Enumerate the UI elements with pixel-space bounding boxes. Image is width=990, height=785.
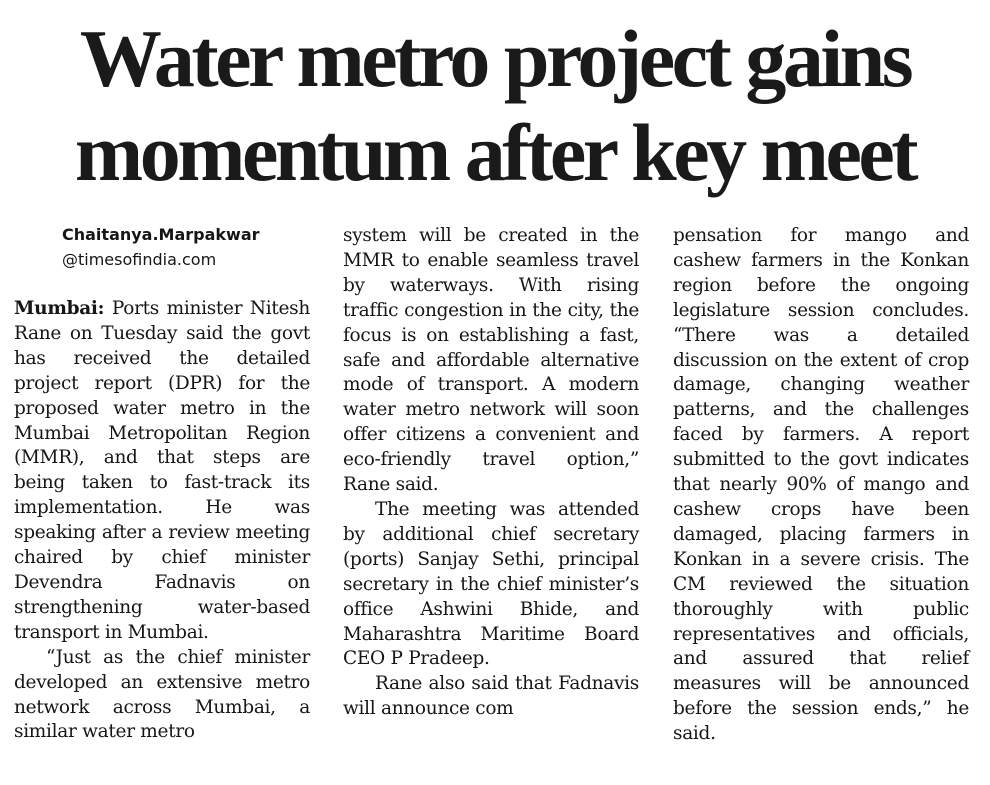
- article-column-2: [343, 224, 639, 722]
- byline-handle: @timesofindia.com: [62, 250, 217, 269]
- byline: [62, 222, 260, 272]
- paragraph-2: “Just as the chief minister developed an extensive metro network across Mumbai, a similar water metro: [14, 646, 310, 743]
- headline-line-2: momentum after key meet: [74, 107, 916, 198]
- article-column-1: [14, 297, 310, 745]
- paragraph-6: pensation for mango and cashew farmers in the Konkan region before the ongoing legislature session concludes. “There was a detailed discussion on the extent of crop damage, changing weather patterns, and the challenges faced by farmers. A report submitted to the govt indicates that nearly 90% of mango and cashew crops have been damaged, placing farmers in Konkan in a severe crisis. The CM reviewed the situation thoroughly with public representatives and officials, and assured that relief measures will be announced before the session ends,” he said.: [673, 225, 969, 745]
- headline-line-1: Water metro project gains: [79, 13, 911, 104]
- paragraph-3: system will be created in the MMR to enable seamless travel by waterways. With rising traffic congestion in the city, the focus is on establishing a fast, safe and affordable alternative mode of transport. A modern water metro network will soon offer citizens a convenient and eco-friendly travel option,” Rane said.: [343, 225, 639, 496]
- dateline: Mumbai:: [14, 298, 105, 319]
- headline: [0, 12, 990, 200]
- paragraph-1: [14, 297, 310, 646]
- paragraph-1-body: Ports minister Nitesh Rane on Tuesday said the govt has received the detailed project report (DPR) for the proposed water metro in the Mumbai Metropolitan Region (MMR), and that steps are being taken to fast-track its implementation. He was speaking after a review meeting chaired by chief minister Devendra Fadnavis on strengthening water-based transport in Mumbai.: [14, 298, 310, 643]
- paragraph-5: Rane also said that Fadnavis will announce com: [343, 673, 639, 720]
- byline-name: Chaitanya.Marpakwar: [62, 225, 260, 244]
- article-column-3: [673, 224, 969, 747]
- paragraph-4: The meeting was attended by additional chief secretary (ports) Sanjay Sethi, principal secretary in the chief minister’s office Ashwini Bhide, and Maharashtra Maritime Board CEO P Pradeep.: [343, 498, 639, 670]
